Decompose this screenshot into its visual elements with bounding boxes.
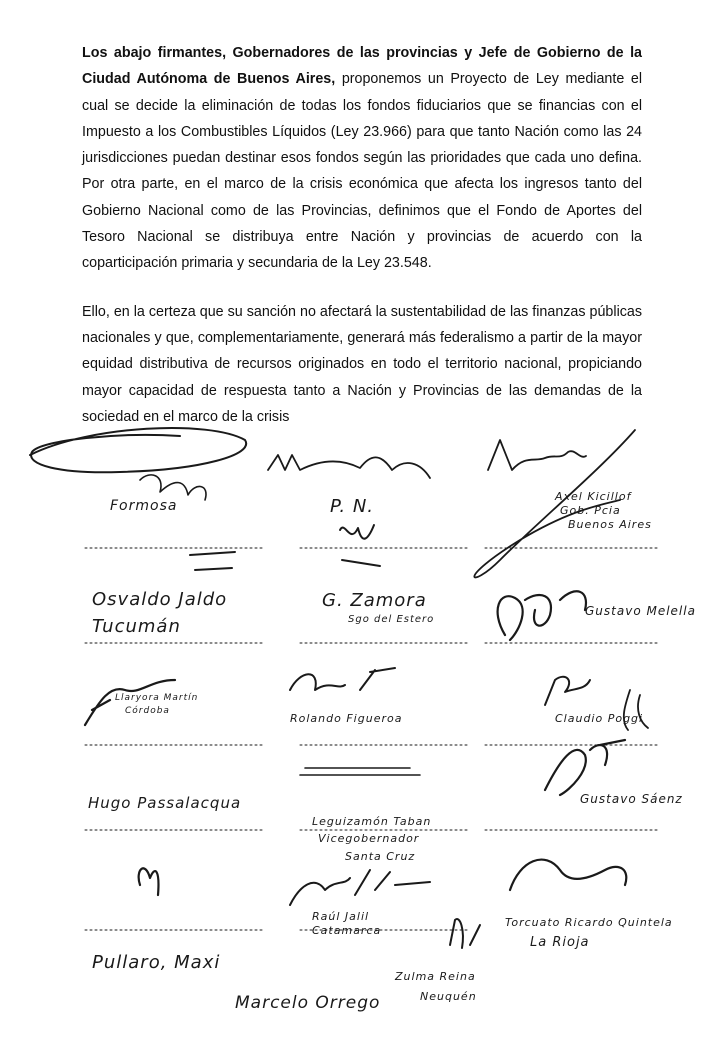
sig-quintela-name: Torcuato Ricardo Quintela <box>505 916 673 929</box>
signature-figueroa <box>290 668 402 725</box>
paragraph-1-bold-intro: Los abajo firmantes, Gobernadores de las provincias y Jefe de Gobierno de la Ciudad Autónoma de Buenos Aires, <box>82 45 642 88</box>
sig-zamora-province: Sgo del Estero <box>348 614 435 625</box>
signature-saenz <box>545 740 683 806</box>
signature-formosa <box>30 428 246 514</box>
signature-orrego <box>235 990 477 1013</box>
sig-quintela-province: La Rioja <box>530 935 590 950</box>
sig-poggi-text: Claudio Poggi <box>555 712 644 725</box>
sig-pn-text: P. N. <box>330 496 375 517</box>
sig-passalacqua-text: Hugo Passalacqua <box>88 794 242 812</box>
sig-figueroa-text: Rolando Figueroa <box>290 712 403 725</box>
signature-pullaro <box>92 952 220 973</box>
signature-melella <box>498 591 696 640</box>
signature-jalil <box>139 868 430 937</box>
paragraph-1-body: proponemos un Proyecto de Ley mediante el cual se decide la eliminación de todas los fondos fiduciarios que se financias con el Impuesto a los Combustibles Líquidos (Ley 23.966) para que tanto Nación como las 24 jurisdicciones puedan destinar esos fondos según las prioridades que cada uno defina. Por otra parte, en el marco de la crisis económica que afecta los ingresos tanto del Gobierno Nacional como de las Provincias, definimos que el Fondo de Aportes del Tesoro Nacional se distribuya entre Nación y provincias de acuerdo con la coparticipación primaria y secundaria de la Ley 23.548. <box>82 71 642 272</box>
sig-orrego-name: Marcelo Orrego <box>235 993 381 1013</box>
sig-jalil-province: Catamarca <box>312 924 382 937</box>
sig-leguizamon-title: Vicegobernador <box>318 832 420 845</box>
signature-zamora <box>322 590 434 625</box>
sig-pullaro-text: Pullaro, Maxi <box>92 952 221 973</box>
signature-reina <box>394 919 480 983</box>
sig-orrego-province: Neuquén <box>420 990 477 1003</box>
sig-kicillof-province: Buenos Aires <box>568 518 652 531</box>
signature-jaldo <box>92 552 235 637</box>
sig-reina-text: Zulma Reina <box>395 970 476 983</box>
sig-formosa-text: Formosa <box>110 498 178 514</box>
sig-leguizamon-name: Leguizamón Taban <box>312 815 432 828</box>
signature-quintela <box>505 860 673 950</box>
sig-jaldo-province: Tucumán <box>92 616 181 637</box>
sig-saenz-text: Gustavo Sáenz <box>580 792 683 806</box>
signature-kicillof <box>474 430 651 577</box>
sig-melella-text: Gustavo Melella <box>585 604 696 618</box>
signature-llaryora <box>85 680 198 725</box>
signature-leguizamon <box>312 815 431 863</box>
sig-jaldo-name: Osvaldo Jaldo <box>92 589 228 610</box>
sig-llaryora-province: Córdoba <box>125 706 170 716</box>
sig-jalil-name: Raúl Jalil <box>312 910 370 923</box>
signature-passalacqua <box>88 768 420 812</box>
paragraph-2: Ello, en la certeza que su sanción no afectará la sustentabilidad de las finanzas públicas nacionales y que, complementariamente, generará más federalismo a partir de la mayor equidad distributiva de recursos originados en todo el territorio nacional, propiciando mayor capacidad de respuesta tanto a Nación y Provincias de las demandas de la sociedad en el marco de la crisis <box>82 303 642 425</box>
signature-poggi <box>545 677 648 730</box>
sig-kicillof-name: Axel Kicillof <box>555 490 632 503</box>
sig-llaryora-name: Llaryora Martín <box>115 693 199 703</box>
sig-zamora-name: G. Zamora <box>322 590 427 611</box>
sig-kicillof-title: Gob. Pcia <box>560 504 621 517</box>
sig-leguizamon-province: Santa Cruz <box>345 850 416 863</box>
signature-pn <box>268 455 430 566</box>
